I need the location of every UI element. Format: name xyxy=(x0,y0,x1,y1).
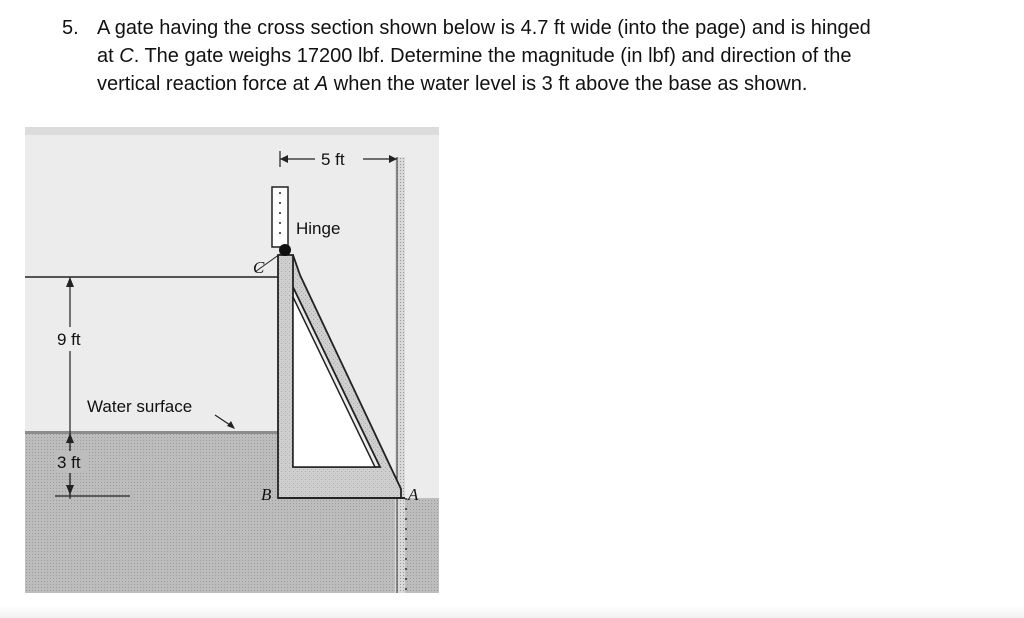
problem-text xyxy=(97,14,957,98)
point-b-label: B xyxy=(261,485,272,504)
point-a-label: A xyxy=(408,485,419,504)
dim-9ft-label: 9 ft xyxy=(57,330,81,349)
gate-diagram xyxy=(25,127,439,593)
hinge-label: Hinge xyxy=(296,219,341,238)
hinge-post xyxy=(272,187,288,247)
point-a-ref: A xyxy=(314,73,329,95)
problem-line-2 xyxy=(97,42,957,70)
problem-line-3 xyxy=(97,70,957,98)
page-bottom-shade xyxy=(0,606,1024,618)
line2-post: . The gate weighs 17200 lbf. Determine the magnitude (in lbf) and direction of the xyxy=(133,45,852,67)
water-surface-label: Water surface xyxy=(87,397,193,416)
figure-top-band xyxy=(25,127,439,135)
point-c-label: C xyxy=(253,258,265,277)
problem-line-1: A gate having the cross section shown below is 4.7 ft wide (into the page) and is hinged xyxy=(97,17,871,39)
line2-pre: at xyxy=(97,45,120,67)
hinge-pin xyxy=(279,244,291,256)
dim-5ft-label: 5 ft xyxy=(321,150,345,169)
line3-pre: vertical reaction force at xyxy=(97,73,315,95)
problem-number: 5. xyxy=(62,17,79,39)
water-under-gate xyxy=(287,498,439,593)
water-surface-line xyxy=(25,431,287,434)
dim-3ft-label: 3 ft xyxy=(57,453,81,472)
line3-post: when the water level is 3 ft above the base as shown. xyxy=(328,73,808,95)
point-c-ref: C xyxy=(119,45,134,67)
gate-figure xyxy=(25,127,439,593)
